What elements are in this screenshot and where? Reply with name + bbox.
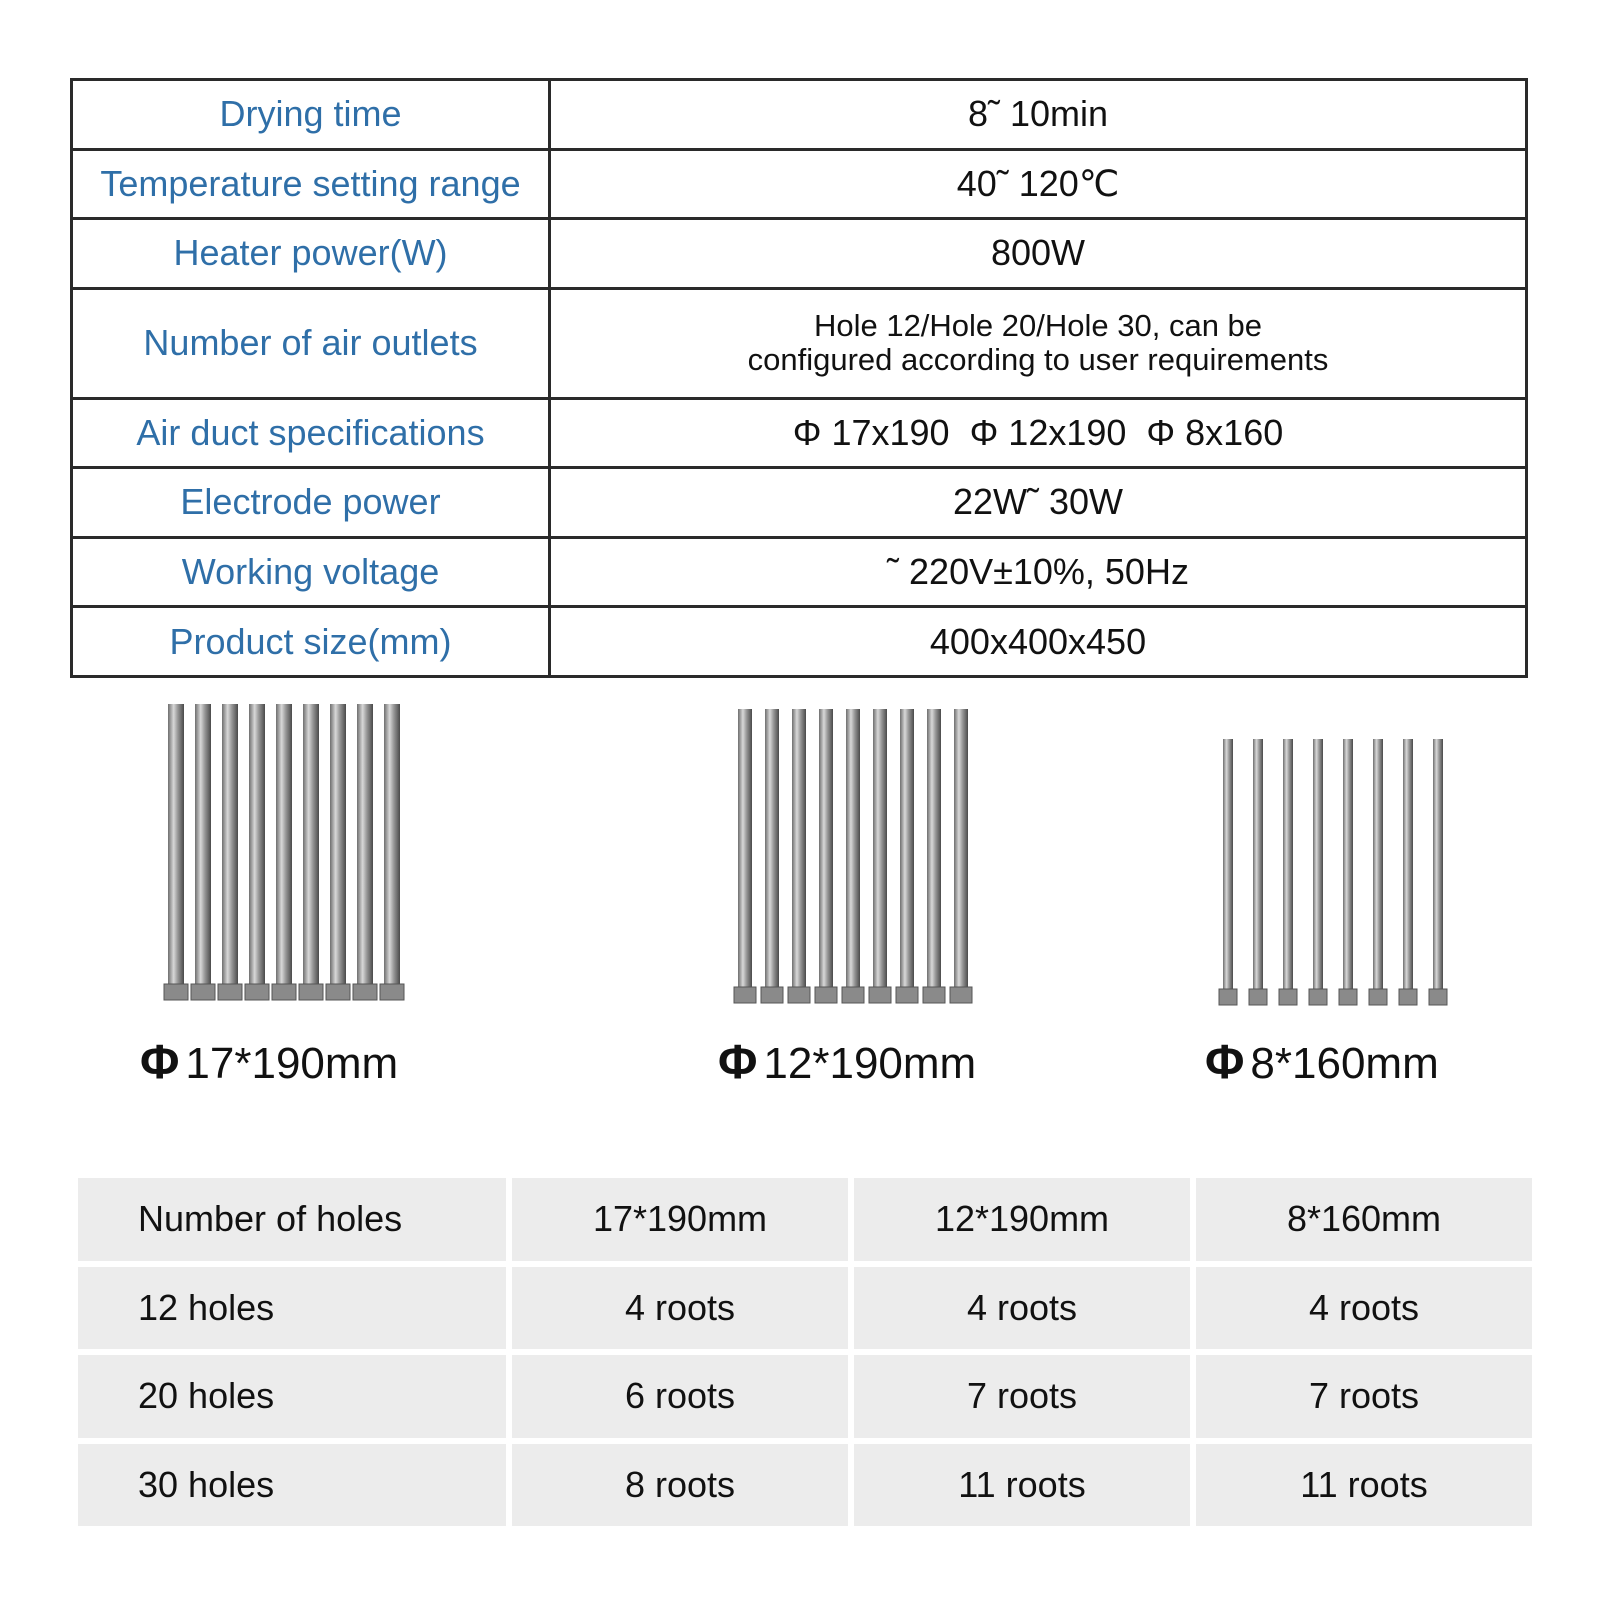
holes-row-label: 12 holes xyxy=(78,1267,506,1350)
holes-header-cell: 17*190mm xyxy=(512,1178,848,1261)
spec-row xyxy=(72,219,1527,289)
tube-caption xyxy=(140,1035,398,1090)
holes-cell: 8 roots xyxy=(512,1444,848,1527)
spec-value xyxy=(550,288,1527,398)
spec-table xyxy=(70,78,1528,678)
air-duct-tubes-medium-icon xyxy=(730,705,990,1025)
phi-symbol: Φ xyxy=(1205,1036,1245,1089)
tube-base xyxy=(1429,989,1447,1005)
holes-cell: 7 roots xyxy=(854,1355,1190,1438)
spec-row xyxy=(72,468,1527,538)
tube-base xyxy=(923,987,945,1003)
tube-base xyxy=(218,984,242,1000)
tube-base xyxy=(1309,989,1327,1005)
spec-label: Working voltage xyxy=(72,537,550,607)
spec-row xyxy=(72,398,1527,468)
tube-base xyxy=(353,984,377,1000)
tube-rod xyxy=(249,704,265,984)
tube-rod xyxy=(765,709,779,987)
tube-rod xyxy=(1343,739,1353,989)
tube-base xyxy=(950,987,972,1003)
spec-row xyxy=(72,80,1527,150)
holes-header-row xyxy=(78,1178,1532,1261)
tube-base xyxy=(842,987,864,1003)
tube-rod xyxy=(1223,739,1233,989)
tube-image-8 xyxy=(1215,735,1475,1025)
holes-row xyxy=(78,1267,1532,1350)
holes-row xyxy=(78,1355,1532,1438)
tube-base xyxy=(1219,989,1237,1005)
tube-rod xyxy=(738,709,752,987)
holes-cell: 4 roots xyxy=(854,1267,1190,1350)
tube-rod xyxy=(1373,739,1383,989)
spec-label: Temperature setting range xyxy=(72,149,550,219)
tube-caption xyxy=(1205,1035,1439,1090)
spec-label: Drying time xyxy=(72,80,550,150)
tube-rod xyxy=(1313,739,1323,989)
spec-value: 22W˜ 30W xyxy=(550,468,1527,538)
tube-rod xyxy=(873,709,887,987)
spec-value: ˜ 220V±10%, 50Hz xyxy=(550,537,1527,607)
tube-rod xyxy=(1403,739,1413,989)
spec-row xyxy=(72,607,1527,677)
tube-caption-text: 12*190mm xyxy=(763,1039,977,1088)
holes-header-cell: 12*190mm xyxy=(854,1178,1190,1261)
tube-rod xyxy=(384,704,400,984)
holes-row-label: 30 holes xyxy=(78,1444,506,1527)
spec-value: 8˜ 10min xyxy=(550,80,1527,150)
tube-base xyxy=(164,984,188,1000)
tube-rod xyxy=(819,709,833,987)
tube-base xyxy=(815,987,837,1003)
spec-value: Φ 17x190 Φ 12x190 Φ 8x160 xyxy=(550,398,1527,468)
spec-row xyxy=(72,288,1527,398)
tube-base xyxy=(1399,989,1417,1005)
tube-base xyxy=(1339,989,1357,1005)
spec-value-line: Hole 12/Hole 20/Hole 30, can be xyxy=(813,308,1263,344)
holes-cell: 4 roots xyxy=(1196,1267,1532,1350)
tube-image-12 xyxy=(730,705,990,1025)
tube-base xyxy=(299,984,323,1000)
tube-rod xyxy=(357,704,373,984)
tube-base xyxy=(896,987,918,1003)
tube-caption-text: 8*160mm xyxy=(1250,1039,1439,1088)
holes-cell: 7 roots xyxy=(1196,1355,1532,1438)
spec-label: Product size(mm) xyxy=(72,607,550,677)
tube-rod xyxy=(1433,739,1443,989)
tube-rod xyxy=(168,704,184,984)
tube-rod xyxy=(195,704,211,984)
tube-base xyxy=(326,984,350,1000)
tube-rod xyxy=(330,704,346,984)
tube-base xyxy=(788,987,810,1003)
tube-rod xyxy=(927,709,941,987)
holes-header-cell: Number of holes xyxy=(78,1178,506,1261)
tube-caption xyxy=(718,1035,976,1090)
tube-base xyxy=(869,987,891,1003)
tube-rod xyxy=(846,709,860,987)
tube-rod xyxy=(1283,739,1293,989)
spec-label: Electrode power xyxy=(72,468,550,538)
spec-label: Heater power(W) xyxy=(72,219,550,289)
tube-caption-text: 17*190mm xyxy=(185,1039,399,1088)
tube-base xyxy=(1249,989,1267,1005)
tube-rod xyxy=(222,704,238,984)
holes-header-cell: 8*160mm xyxy=(1196,1178,1532,1261)
air-duct-tubes-large-icon xyxy=(160,700,420,1020)
phi-symbol: Φ xyxy=(140,1036,180,1089)
spec-value-line: configured according to user requirements xyxy=(747,342,1329,378)
tube-rod xyxy=(954,709,968,987)
spec-label: Number of air outlets xyxy=(72,288,550,398)
phi-symbol: Φ xyxy=(718,1036,758,1089)
tube-base xyxy=(1279,989,1297,1005)
tube-image-17 xyxy=(160,700,420,1020)
tube-rod xyxy=(303,704,319,984)
spec-row xyxy=(72,537,1527,607)
spec-label: Air duct specifications xyxy=(72,398,550,468)
spec-row xyxy=(72,149,1527,219)
spec-value: 40˜ 120℃ xyxy=(550,149,1527,219)
holes-cell: 11 roots xyxy=(1196,1444,1532,1527)
tube-base xyxy=(380,984,404,1000)
holes-table xyxy=(72,1172,1538,1532)
spec-value: 800W xyxy=(550,219,1527,289)
tube-base xyxy=(761,987,783,1003)
tube-base xyxy=(191,984,215,1000)
holes-row-label: 20 holes xyxy=(78,1355,506,1438)
tube-base xyxy=(272,984,296,1000)
tube-base xyxy=(734,987,756,1003)
tube-rod xyxy=(900,709,914,987)
tube-rod xyxy=(276,704,292,984)
tube-rod xyxy=(1253,739,1263,989)
holes-cell: 6 roots xyxy=(512,1355,848,1438)
spec-value: 400x400x450 xyxy=(550,607,1527,677)
tube-rod xyxy=(792,709,806,987)
tube-base xyxy=(1369,989,1387,1005)
holes-cell: 11 roots xyxy=(854,1444,1190,1527)
air-duct-tubes-small-icon xyxy=(1215,735,1475,1025)
holes-row xyxy=(78,1444,1532,1527)
holes-cell: 4 roots xyxy=(512,1267,848,1350)
tube-base xyxy=(245,984,269,1000)
